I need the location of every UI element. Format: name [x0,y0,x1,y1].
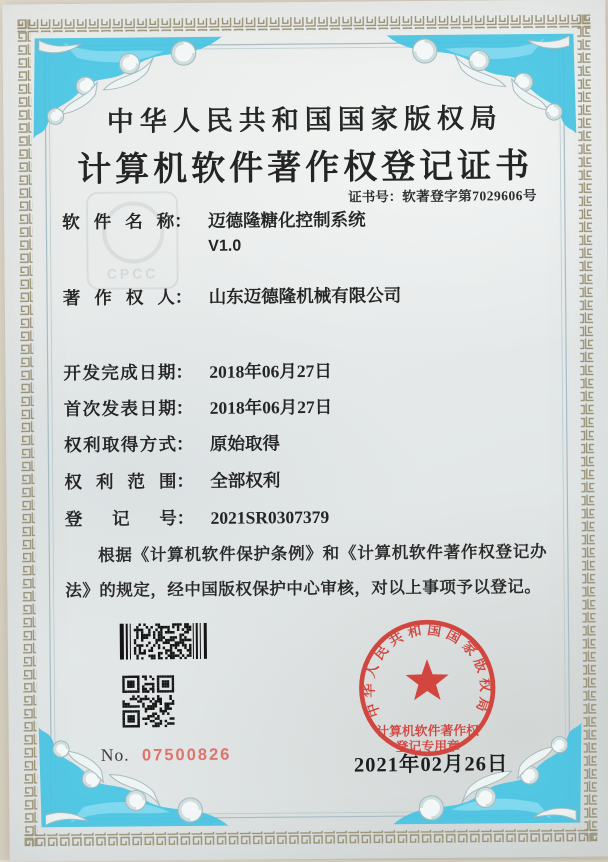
field-row-rights-scope [64,467,280,495]
field-colon: ： [174,211,192,232]
field-colon: ： [176,507,195,529]
first-publish-date: 2018年06月27日 [209,396,333,418]
field-label: 权利取得方式 [64,434,177,456]
field-value [208,206,366,259]
software-name: 迈德隆糖化控制系统 [207,209,366,231]
field-colon: ： [176,433,194,455]
issuer-title: 中华人民共和国国家版权局 [106,103,503,137]
registration-statement: 根据《计算机软件保护条例》和《计算机软件著作权登记办法》的规定，经中国版权保护中心审核，对以上事项予以登记。 [65,541,548,601]
seal-line2: 登记专用章 [395,739,460,754]
barcode [118,623,210,660]
seal-ring-text: 中华人民共和国国家版权局 [362,622,492,719]
seal-star-icon [406,659,449,700]
software-version: V1.0 [208,237,242,255]
field-colon: ： [175,397,194,419]
certificate-number-value: 软著登字第7029606号 [402,187,538,205]
field-colon: ： [176,470,195,492]
field-label: 登记号 [64,508,177,530]
qr-code-icon [122,675,174,727]
certificate-page [2,0,608,862]
field-label: 首次发表日期 [63,398,176,420]
issue-date: 2021年02月26日 [353,753,509,777]
field-row-registration-number [65,504,330,532]
field-row-dev-complete-date [63,358,332,386]
rights-scope: 全部权利 [210,470,281,491]
serial-prefix: No. [100,744,130,765]
field-row-first-publish-date [64,394,333,422]
dev-complete-date: 2018年06月27日 [209,360,332,382]
certificate-number-line [348,184,537,206]
field-label: 软件名称 [62,211,175,233]
certificate-title: 计算机软件著作权登记证书 [77,148,534,189]
field-colon: ： [175,361,194,383]
cpcc-watermark-label: CPCC [106,265,159,282]
field-label: 权利范围 [64,471,177,493]
certificate-number-label: 证书号： [348,189,403,205]
registration-number: 2021SR0307379 [210,506,330,528]
field-label: 开发完成日期 [63,362,176,384]
rights-acquisition: 原始取得 [209,433,281,454]
field-colon: ： [174,287,193,308]
copyright-owner: 山东迈德隆机械有限公司 [208,285,402,307]
serial-number-line [101,744,232,766]
serial-number: 07500826 [141,745,232,765]
seal-line1: 计算机软件著作权 [376,723,480,739]
field-row-software-name [62,206,366,261]
official-seal [355,615,500,760]
field-label: 著作权人 [62,287,175,309]
field-row-rights-acquisition [64,430,280,458]
field-row-copyright-owner [63,282,402,311]
